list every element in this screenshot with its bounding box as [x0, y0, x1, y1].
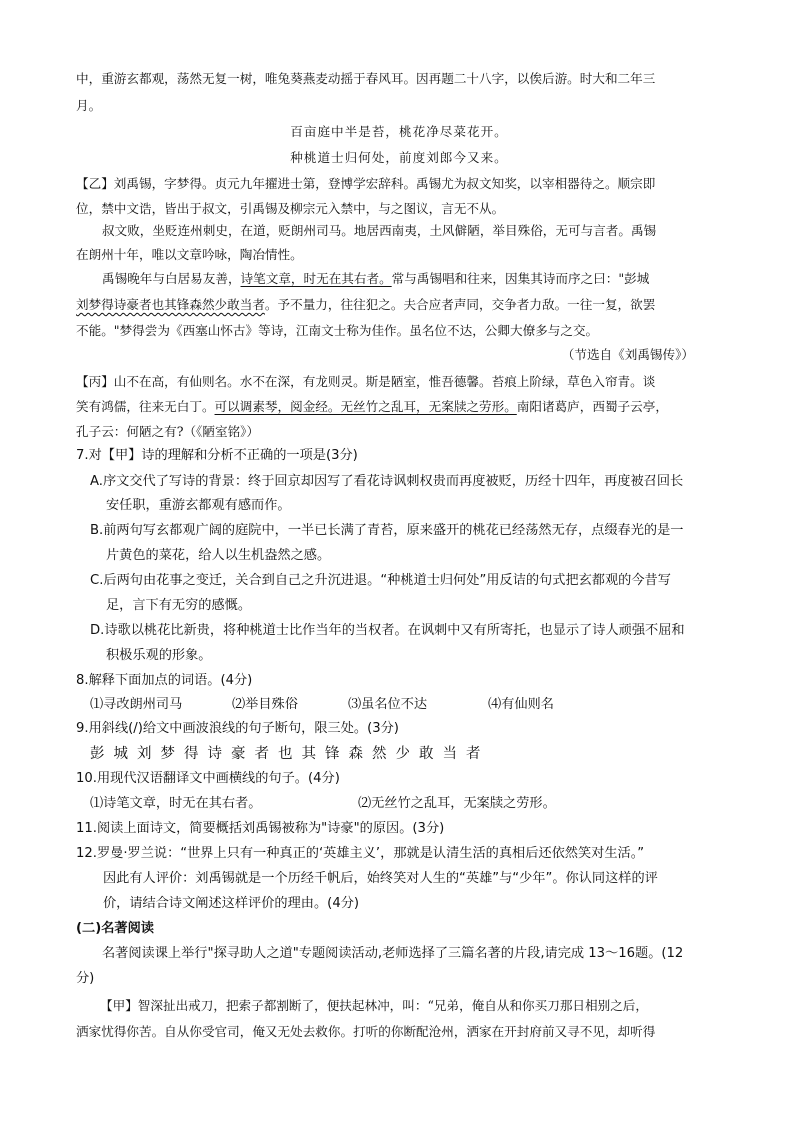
underlined-sentence: 可以调素琴，阅金经。 — [214, 399, 341, 414]
source-note: （节选自《刘禹锡传》） — [561, 347, 694, 362]
q7-option-a-cont: 安任职，重游玄都观有感而作。 — [106, 498, 291, 513]
question-12-cont: 价，请结合诗文阐述这样评价的理由。(4分) — [103, 896, 360, 911]
q10-item: ⑴诗笔文章，时无在其右者。 — [90, 796, 262, 811]
text-run: 禹锡晚年与白居易友善， — [102, 271, 241, 286]
question-8: 8.解释下面加点的词语。(4分) — [76, 673, 253, 688]
yi-paragraph-line: 位，禁中文诰，皆出于叔文，引禹锡及柳宗元入禁中，与之图议，言无不从。 — [76, 201, 505, 216]
yi-paragraph-line — [76, 296, 722, 314]
text-run: 笑有鸿儒，往来无白丁。 — [76, 399, 215, 414]
bing-paragraph-line — [76, 398, 722, 416]
question-12-cont: 因此有人评价：刘禹锡就是一个历经千帆后，始终笑对人生的“英雄”与“少年”。你认同这样的评 — [103, 871, 658, 886]
q8-item: ⑶虽名位不达 — [348, 697, 428, 712]
text-run: 。予不量力，往往犯之。夫合应者声同，交争者力敌。一往一复，欲罢 — [264, 297, 656, 312]
question-11: 11.阅读上面诗文，简要概括刘禹锡被称为"诗豪"的原因。(3分) — [76, 821, 445, 836]
question-12: 12.罗曼·罗兰说：“世界上只有一种真正的‘英雄主义’，那就是认清生活的真相后还依然笑对生活。” — [76, 846, 645, 861]
q10-items — [90, 795, 722, 813]
section-intro-cont: 分) — [76, 971, 95, 986]
q7-option-d: D.诗歌以桃花比新贵，将种桃道士比作当年的当权者。在讽刺中又有所寄托，也显示了诗人顽强不屈和 — [90, 623, 685, 638]
yi-paragraph-line — [102, 270, 722, 288]
wavy-underlined-sentence: 刘梦得诗豪者也其锋森然少敢当者 — [76, 297, 265, 312]
jia-excerpt-line: 【甲】智深扯出戒刀，把索子都割断了，便扶起林冲，叫：“兄弟，俺自从和你买刀那日相别之后， — [100, 998, 648, 1013]
q8-item: ⑴寻改朗州司马 — [90, 697, 183, 712]
text-run: 常与禹锡唱和往来，因集其诗而序之曰："彭城 — [391, 271, 650, 286]
q7-option-a: A.序文交代了写诗的背景：终于回京却因写了看花诗讽刺权贵而再度被贬，历经十四年，再度被召回长 — [90, 474, 684, 489]
bing-paragraph-line: 【丙】山不在高，有仙则名。水不在深，有龙则灵。斯是陋室，惟吾德馨。苔痕上阶绿，草色入帘青。谈 — [76, 374, 656, 389]
question-7: 7.对【甲】诗的理解和分析不正确的一项是(3分) — [76, 448, 358, 463]
section-intro: 名著阅读课上举行"探寻助人之道"专题阅读活动,老师选择了三篇名著的片段,请完成 13～16题。(12 — [102, 946, 684, 961]
underlined-sentence: 诗笔文章，时无在其右者。 — [240, 271, 392, 286]
q7-option-c-cont: 足，言下有无穷的感慨。 — [106, 598, 252, 613]
question-10: 10.用现代汉语翻译文中画横线的句子。(4分) — [76, 771, 340, 786]
q7-option-b-cont: 片黄色的菜花，给人以生机盎然之感。 — [106, 548, 331, 563]
jia-prose-line: 月。 — [76, 98, 102, 113]
q7-option-c: C.后两句由花事之变迁，关合到自己之升沉进退。“种桃道士归何处”用反诘的句式把玄都观的今昔写 — [90, 573, 671, 588]
q8-items — [90, 696, 722, 714]
poem-line: 百亩庭中半是苔，桃花净尽菜花开。 — [290, 124, 508, 139]
underlined-sentence: 无丝竹之乱耳，无案牍之劳形。 — [340, 399, 517, 414]
q7-option-d-cont: 积极乐观的形象。 — [106, 648, 212, 663]
q9-sentence: 彭城刘梦得诗豪者也其锋森然少敢当者 — [90, 746, 490, 762]
q7-option-b: B.前两句写玄都观广阔的庭院中，一半已长满了青苔，原来盛开的桃花已经荡然无存，点缀春光的是一 — [90, 523, 684, 538]
q10-item: ⑵无丝竹之乱耳，无案牍之劳形。 — [358, 796, 556, 811]
q8-item: ⑷有仙则名 — [488, 697, 554, 712]
yi-paragraph-line: 在朗州十年，唯以文章吟咏，陶冶情性。 — [76, 247, 303, 262]
poem-line: 种桃道士归何处，前度刘郎今又来。 — [290, 150, 508, 165]
yi-paragraph-line: 叔文败，坐贬连州刺史，在道，贬朗州司马。地居西南夷，土风僻陋，举目殊俗，无可与言者。禹锡 — [102, 223, 657, 238]
question-9: 9.用斜线(/)给文中画波浪线的句子断句，限三处。(3分) — [76, 721, 399, 736]
jia-excerpt-line: 洒家忧得你苦。自从你受官司，俺又无处去救你。打听的你断配沧州，洒家在开封府前又寻不见，却听得 — [76, 1024, 656, 1039]
bing-paragraph-line: 孔子云：何陋之有?（《陋室铭》） — [76, 424, 260, 439]
yi-paragraph-line: 不能。"梦得尝为《西塞山怀古》等诗，江南文士称为佳作。虽名位不达，公卿大僚多与之交。 — [76, 323, 599, 338]
text-run: 南阳诸葛庐，西蜀子云亭， — [516, 399, 668, 414]
q8-item: ⑵举目殊俗 — [232, 697, 298, 712]
section-title: (二)名著阅读 — [76, 921, 154, 936]
yi-paragraph-line: 【乙】刘禹锡，字梦得。贞元九年擢进士第，登博学宏辞科。禹锡尤为叔文知奖，以宰相器待之。顺宗即 — [76, 176, 656, 191]
jia-prose-line: 中，重游玄都观，荡然无复一树，唯兔葵燕麦动摇于春风耳。因再题二十八字，以俟后游。时大和二年三 — [76, 71, 656, 86]
